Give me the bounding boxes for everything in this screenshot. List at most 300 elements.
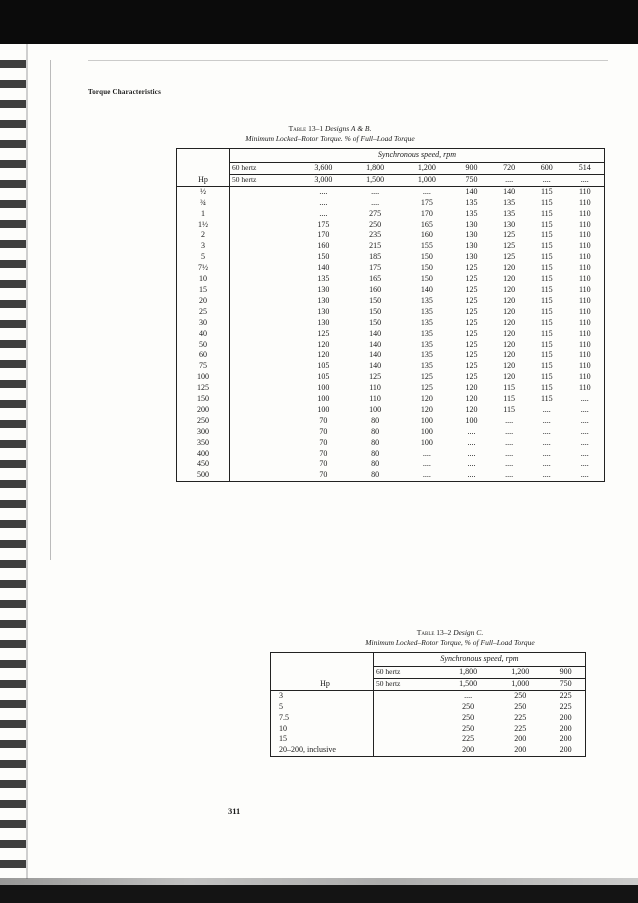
table1-value-cell: .... (580, 448, 589, 458)
table1-value-cell: 130 (503, 219, 516, 229)
table1-value-cell: 125 (465, 350, 478, 360)
table1-value-cell: 110 (578, 328, 591, 338)
table1-hp-cell: 15 (199, 284, 207, 294)
table1-speed60: 1,200 (401, 163, 453, 175)
table1-value-cell: 140 (317, 263, 330, 273)
table1-value-cell: 125 (465, 263, 478, 273)
table2-caption (300, 628, 600, 648)
table1-value-cell: 135 (317, 274, 330, 284)
table1-value-cell: 100 (369, 404, 382, 414)
table1-speed50: 1,500 (349, 174, 401, 186)
table2-hp-cell: 10 (279, 723, 287, 733)
table1-value-cell: 115 (540, 295, 553, 305)
table1-value-cell: 175 (317, 219, 330, 229)
table1-value-cell: 150 (420, 263, 433, 273)
table1-value-cell: 115 (540, 339, 553, 349)
table1-value-cell: 140 (369, 350, 382, 360)
table1-value-cell: 130 (465, 241, 478, 251)
table1-value-cell: 110 (578, 186, 591, 196)
table1-value-cell: 125 (465, 295, 478, 305)
table1-value-cell: 170 (317, 230, 330, 240)
table-row (177, 383, 605, 394)
table1-hp-cell: 250 (197, 415, 209, 425)
table-row (271, 713, 586, 724)
table1-value-cell: 115 (503, 394, 515, 404)
table2-label-spacer (374, 702, 442, 713)
table1-value-cell: 105 (317, 372, 330, 382)
table1-value-cell: 125 (503, 252, 516, 262)
table1-hp-cell: ½ (200, 186, 206, 196)
table2-label-spacer (374, 745, 442, 756)
table1-label-spacer (230, 361, 298, 372)
table1-label-spacer (230, 470, 298, 481)
table1-value-cell: 100 (317, 394, 330, 404)
table1-value-cell: .... (542, 415, 551, 425)
table1-value-cell: 120 (420, 394, 433, 404)
table1-value-cell: 130 (317, 284, 330, 294)
table2-blank-cell (271, 667, 374, 679)
table1-value-cell: 130 (317, 317, 330, 327)
table2-hp-cell: 15 (279, 734, 287, 744)
table-row (177, 252, 605, 263)
table1-value-cell: 135 (420, 350, 433, 360)
table1-hp-cell: 2 (201, 230, 205, 240)
table1-value-cell: 125 (503, 241, 516, 251)
table2-value-cell: 200 (514, 734, 527, 744)
table1-value-cell: 125 (465, 361, 478, 371)
table-row (271, 745, 586, 756)
table1-value-cell: 135 (420, 328, 433, 338)
table1-value-cell: 125 (465, 284, 478, 294)
table1-value-cell: 110 (578, 219, 591, 229)
running-head: Torque Characteristics (88, 88, 162, 96)
table1-value-cell: 110 (578, 241, 591, 251)
table1-label-spacer (230, 416, 298, 427)
table1-value-cell: 115 (540, 372, 553, 382)
table-row (271, 724, 586, 735)
table1-value-cell: 110 (578, 197, 591, 207)
table1-value-cell: 125 (465, 372, 478, 382)
table1-value-cell: 275 (369, 208, 382, 218)
table1-value-cell: 120 (503, 350, 516, 360)
table1-hp-cell: 200 (197, 404, 209, 414)
table1-value-cell: .... (467, 459, 476, 469)
table-row (177, 318, 605, 329)
table2-hp-cell: 7.5 (279, 712, 289, 722)
table2-value-cell: .... (464, 690, 473, 700)
table1-speed50: 1,000 (401, 174, 453, 186)
table1-value-cell: 115 (540, 230, 553, 240)
table1-value-cell: 120 (503, 317, 516, 327)
table1-value-cell: 110 (578, 274, 591, 284)
table1-value-cell: 110 (369, 383, 381, 393)
scan-bottom-shadow (0, 878, 638, 885)
table1-caption (200, 124, 460, 144)
table1-value-cell: 215 (369, 241, 382, 251)
table1-value-cell: .... (371, 197, 380, 207)
table1-50hz-row (177, 174, 605, 186)
table-row (177, 230, 605, 241)
table1-value-cell: 175 (369, 263, 382, 273)
table1-value-cell: 110 (578, 350, 591, 360)
table-row (271, 690, 586, 701)
table1-value-cell: 135 (420, 339, 433, 349)
binding-edge (26, 44, 28, 879)
table1-label-spacer (230, 449, 298, 460)
table1-value-cell: 135 (420, 317, 433, 327)
table1-value-cell: 125 (465, 339, 478, 349)
table1-hp-cell: 25 (199, 306, 207, 316)
table1-value-cell: 125 (465, 274, 478, 284)
table-row (177, 438, 605, 449)
table1-value-cell: 110 (578, 383, 591, 393)
table1-value-cell: 110 (578, 230, 591, 240)
table1-hp-cell: 50 (199, 339, 207, 349)
table-row (177, 427, 605, 438)
table1-value-cell: 120 (317, 339, 330, 349)
table1-value-cell: 135 (503, 208, 516, 218)
table1-label-spacer (230, 318, 298, 329)
table1-value-cell: 125 (503, 230, 516, 240)
table1-value-cell: 115 (540, 197, 553, 207)
table-row (271, 734, 586, 745)
table1-speed60: 720 (490, 163, 528, 175)
table1-value-cell: 125 (420, 372, 433, 382)
table-row (177, 209, 605, 220)
table1-value-cell: 110 (578, 208, 591, 218)
table2-spanning-header-row (271, 653, 586, 667)
table1-value-cell: 125 (420, 383, 433, 393)
table1-value-cell: .... (319, 208, 328, 218)
table1-value-cell: 125 (465, 328, 478, 338)
scan-top-border (0, 0, 638, 44)
table2 (270, 652, 586, 757)
table1-value-cell: 115 (540, 186, 553, 196)
table1-value-cell: 140 (369, 361, 382, 371)
table1-value-cell: .... (467, 470, 476, 480)
table1-value-cell: 110 (578, 361, 591, 371)
table1-value-cell: 115 (540, 350, 553, 360)
table2-hp-label: Hp (271, 678, 374, 690)
table1-label-spacer (230, 198, 298, 209)
table1-hp-cell: 1½ (198, 219, 208, 229)
table1-speed50: 750 (453, 174, 491, 186)
margin-line (50, 60, 51, 560)
table1-label-spacer (230, 252, 298, 263)
table1-value-cell: 140 (503, 186, 516, 196)
table2-value-cell: 250 (462, 723, 475, 733)
table2-speed60: 1,200 (494, 667, 546, 679)
table1-value-cell: 130 (465, 219, 478, 229)
table2-caption-subtitle: Minimum Locked–Rotor Torque, % of Full–Load Torque (365, 638, 535, 647)
table1-hp-cell: ¾ (200, 197, 206, 207)
table2-value-cell: 200 (559, 734, 572, 744)
table1-spanning-header-row (177, 149, 605, 163)
table1-value-cell: 150 (369, 317, 382, 327)
table1-value-cell: .... (542, 426, 551, 436)
table1-speed60: 900 (453, 163, 491, 175)
table-row (177, 361, 605, 372)
table1-value-cell: .... (422, 459, 431, 469)
table1-hp-cell: 5 (201, 252, 205, 262)
table1-value-cell: 115 (540, 274, 553, 284)
table-row (177, 449, 605, 460)
table1-value-cell: 110 (578, 263, 591, 273)
table1-hp-cell: 75 (199, 361, 207, 371)
table1-label-spacer (230, 209, 298, 220)
table1-hp-cell: 1 (201, 208, 205, 218)
table1-value-cell: .... (505, 426, 514, 436)
table1-value-cell: 170 (420, 208, 433, 218)
table-row (271, 702, 586, 713)
table1-value-cell: 120 (420, 404, 433, 414)
table1-value-cell: 120 (465, 394, 478, 404)
table1-hp-cell: 450 (197, 459, 209, 469)
table1-value-cell: 150 (317, 252, 330, 262)
table2-spanning-header: Synchronous speed, rpm (374, 653, 586, 667)
table1-label-spacer (230, 394, 298, 405)
table1-value-cell: 115 (540, 306, 553, 316)
table1-speed50: .... (566, 174, 605, 186)
table2-value-cell: 250 (462, 712, 475, 722)
table2-value-cell: 250 (514, 690, 527, 700)
table1-value-cell: .... (542, 470, 551, 480)
table1-hp-cell: 500 (197, 470, 209, 480)
table1-value-cell: 70 (319, 437, 328, 447)
table1-value-cell: .... (505, 437, 514, 447)
table-row (177, 405, 605, 416)
table-row (177, 394, 605, 405)
table1-label-spacer (230, 296, 298, 307)
table1-value-cell: 120 (503, 339, 516, 349)
table1-value-cell: 160 (317, 241, 330, 251)
table2-50hz-row (271, 678, 586, 690)
table1-label-spacer (230, 340, 298, 351)
table-row (177, 372, 605, 383)
table1-label-spacer (230, 438, 298, 449)
table2-label-spacer (374, 713, 442, 724)
table2-value-cell: 200 (559, 723, 572, 733)
table1-value-cell: 140 (465, 186, 478, 196)
table2-value-cell: 225 (462, 734, 475, 744)
table2-blank-cell (271, 653, 374, 667)
table1-value-cell: 120 (503, 295, 516, 305)
table1-label-spacer (230, 186, 298, 197)
table1-hp-cell: 3 (201, 241, 205, 251)
table1-value-cell: .... (422, 186, 431, 196)
table1-value-cell: .... (580, 437, 589, 447)
table1-value-cell: .... (467, 437, 476, 447)
table-row (177, 241, 605, 252)
table-row (177, 350, 605, 361)
table1-value-cell: 115 (540, 317, 553, 327)
table1-value-cell: 80 (371, 470, 380, 480)
table1-value-cell: 115 (540, 383, 553, 393)
table1-value-cell: 120 (503, 263, 516, 273)
table1-value-cell: 120 (317, 350, 330, 360)
table-row (177, 416, 605, 427)
table2-value-cell: 225 (514, 723, 527, 733)
table1-hp-cell: 20 (199, 295, 207, 305)
table2-hp-cell: 5 (279, 701, 283, 711)
table2-value-cell: 200 (514, 745, 527, 755)
table1-value-cell: 130 (317, 306, 330, 316)
table1-value-cell: 140 (369, 339, 382, 349)
table1-hp-cell: 350 (197, 437, 209, 447)
table1-value-cell: .... (467, 426, 476, 436)
table1-hp-cell: 40 (199, 328, 207, 338)
table2-value-cell: 225 (514, 712, 527, 722)
table1-speed50: .... (490, 174, 528, 186)
table1-60hz-row (177, 163, 605, 175)
table1-value-cell: 120 (503, 361, 516, 371)
table2-speed50: 750 (546, 678, 585, 690)
table1 (176, 148, 605, 482)
table1-value-cell: 110 (578, 306, 591, 316)
table2-value-cell: 200 (559, 712, 572, 722)
table1-value-cell: 80 (371, 448, 380, 458)
table1-value-cell: 70 (319, 448, 328, 458)
table1-value-cell: 135 (465, 197, 478, 207)
table1-value-cell: 130 (317, 295, 330, 305)
table1-value-cell: 120 (503, 306, 516, 316)
table1-value-cell: 150 (420, 252, 433, 262)
table-row (177, 329, 605, 340)
table2-label-spacer (374, 690, 442, 701)
table1-value-cell: 70 (319, 426, 328, 436)
table1-caption-subtitle: Minimum Locked–Rotor Torque. % of Full–Load Torque (245, 134, 415, 143)
table1-hp-cell: 10 (199, 274, 207, 284)
table1-value-cell: 100 (420, 437, 433, 447)
table1-value-cell: .... (422, 470, 431, 480)
table2-50hz-label: 50 hertz (374, 678, 442, 690)
table1-value-cell: 120 (503, 328, 516, 338)
table1-value-cell: .... (505, 459, 514, 469)
table1-value-cell: .... (580, 426, 589, 436)
table1-value-cell: 160 (369, 284, 382, 294)
table1-value-cell: .... (580, 404, 589, 414)
table1-value-cell: 115 (540, 252, 553, 262)
table2-label-spacer (374, 724, 442, 735)
table1-value-cell: 115 (540, 241, 553, 251)
table1-hp-cell: 300 (197, 426, 209, 436)
table1-value-cell: 115 (540, 284, 553, 294)
table-row (177, 470, 605, 481)
table1-value-cell: .... (467, 448, 476, 458)
table1-value-cell: 100 (465, 415, 478, 425)
table2-hp-cell: 20–200, inclusive (279, 745, 336, 755)
table1-value-cell: .... (319, 186, 328, 196)
table1-value-cell: 135 (420, 306, 433, 316)
table1-value-cell: 165 (420, 219, 433, 229)
table1-value-cell: 105 (317, 361, 330, 371)
table1-value-cell: 115 (540, 394, 553, 404)
table2-value-cell: 250 (462, 701, 475, 711)
table1-label-spacer (230, 307, 298, 318)
table1-value-cell: 110 (578, 252, 591, 262)
table1-value-cell: .... (580, 415, 589, 425)
table1-speed60: 3,600 (297, 163, 349, 175)
table2-value-cell: 200 (462, 745, 475, 755)
table1-value-cell: .... (505, 448, 514, 458)
table2-speed50: 1,500 (442, 678, 494, 690)
table1-value-cell: 100 (420, 415, 433, 425)
table1-label-spacer (230, 350, 298, 361)
table1-value-cell: 80 (371, 415, 380, 425)
table1-value-cell: .... (542, 459, 551, 469)
top-rule (88, 60, 608, 61)
table1-value-cell: 165 (369, 274, 382, 284)
table1-label-spacer (230, 230, 298, 241)
table-row (177, 186, 605, 197)
table1-value-cell: 185 (369, 252, 382, 262)
table1-label-spacer (230, 285, 298, 296)
table1-value-cell: 130 (465, 230, 478, 240)
table1-caption-design: Designs A & B. (324, 124, 372, 133)
table1-label-spacer (230, 329, 298, 340)
table1-value-cell: 125 (369, 372, 382, 382)
table1-value-cell: 115 (540, 328, 553, 338)
table1-label-spacer (230, 241, 298, 252)
table1-value-cell: .... (422, 448, 431, 458)
table1-60hz-label: 60 hertz (230, 163, 298, 175)
table1-value-cell: 100 (317, 404, 330, 414)
table-row (177, 285, 605, 296)
table1-value-cell: 115 (540, 361, 553, 371)
table1-value-cell: .... (542, 404, 551, 414)
table2-speed60: 1,800 (442, 667, 494, 679)
table1-value-cell: 100 (420, 426, 433, 436)
table1-spanning-header: Synchronous speed, rpm (230, 149, 605, 163)
table1-value-cell: 150 (420, 274, 433, 284)
table1-value-cell: .... (580, 459, 589, 469)
table1-value-cell: .... (580, 394, 589, 404)
table1-value-cell: 80 (371, 426, 380, 436)
table2-value-cell: 200 (559, 745, 572, 755)
table1-speed60: 600 (528, 163, 566, 175)
table1-value-cell: 70 (319, 459, 328, 469)
table1-value-cell: 120 (465, 383, 478, 393)
table1-value-cell: 160 (420, 230, 433, 240)
table1-value-cell: 110 (578, 372, 591, 382)
table2-speed60: 900 (546, 667, 585, 679)
table1-value-cell: 120 (503, 284, 516, 294)
table1-speed60: 514 (566, 163, 605, 175)
table1-value-cell: 115 (503, 383, 515, 393)
table-row (177, 274, 605, 285)
table1-50hz-label: 50 hertz (230, 174, 298, 186)
table1-blank-cell (177, 163, 230, 175)
table1-label-spacer (230, 459, 298, 470)
table1-hp-cell: 30 (199, 317, 207, 327)
table1-value-cell: 80 (371, 459, 380, 469)
table1-label-spacer (230, 427, 298, 438)
table1-speed50: 3,000 (297, 174, 349, 186)
table2-60hz-label: 60 hertz (374, 667, 442, 679)
table1-value-cell: 150 (369, 306, 382, 316)
table1-value-cell: .... (319, 197, 328, 207)
table-row (177, 296, 605, 307)
table1-hp-cell: 125 (197, 383, 209, 393)
table1-value-cell: 120 (503, 274, 516, 284)
table1-value-cell: 125 (465, 317, 478, 327)
table2-hp-cell: 3 (279, 690, 283, 700)
table-row (177, 340, 605, 351)
table1-label-spacer (230, 220, 298, 231)
table1-value-cell: 120 (503, 372, 516, 382)
table2-caption-design: Design C. (453, 628, 484, 637)
table1-value-cell: 130 (465, 252, 478, 262)
